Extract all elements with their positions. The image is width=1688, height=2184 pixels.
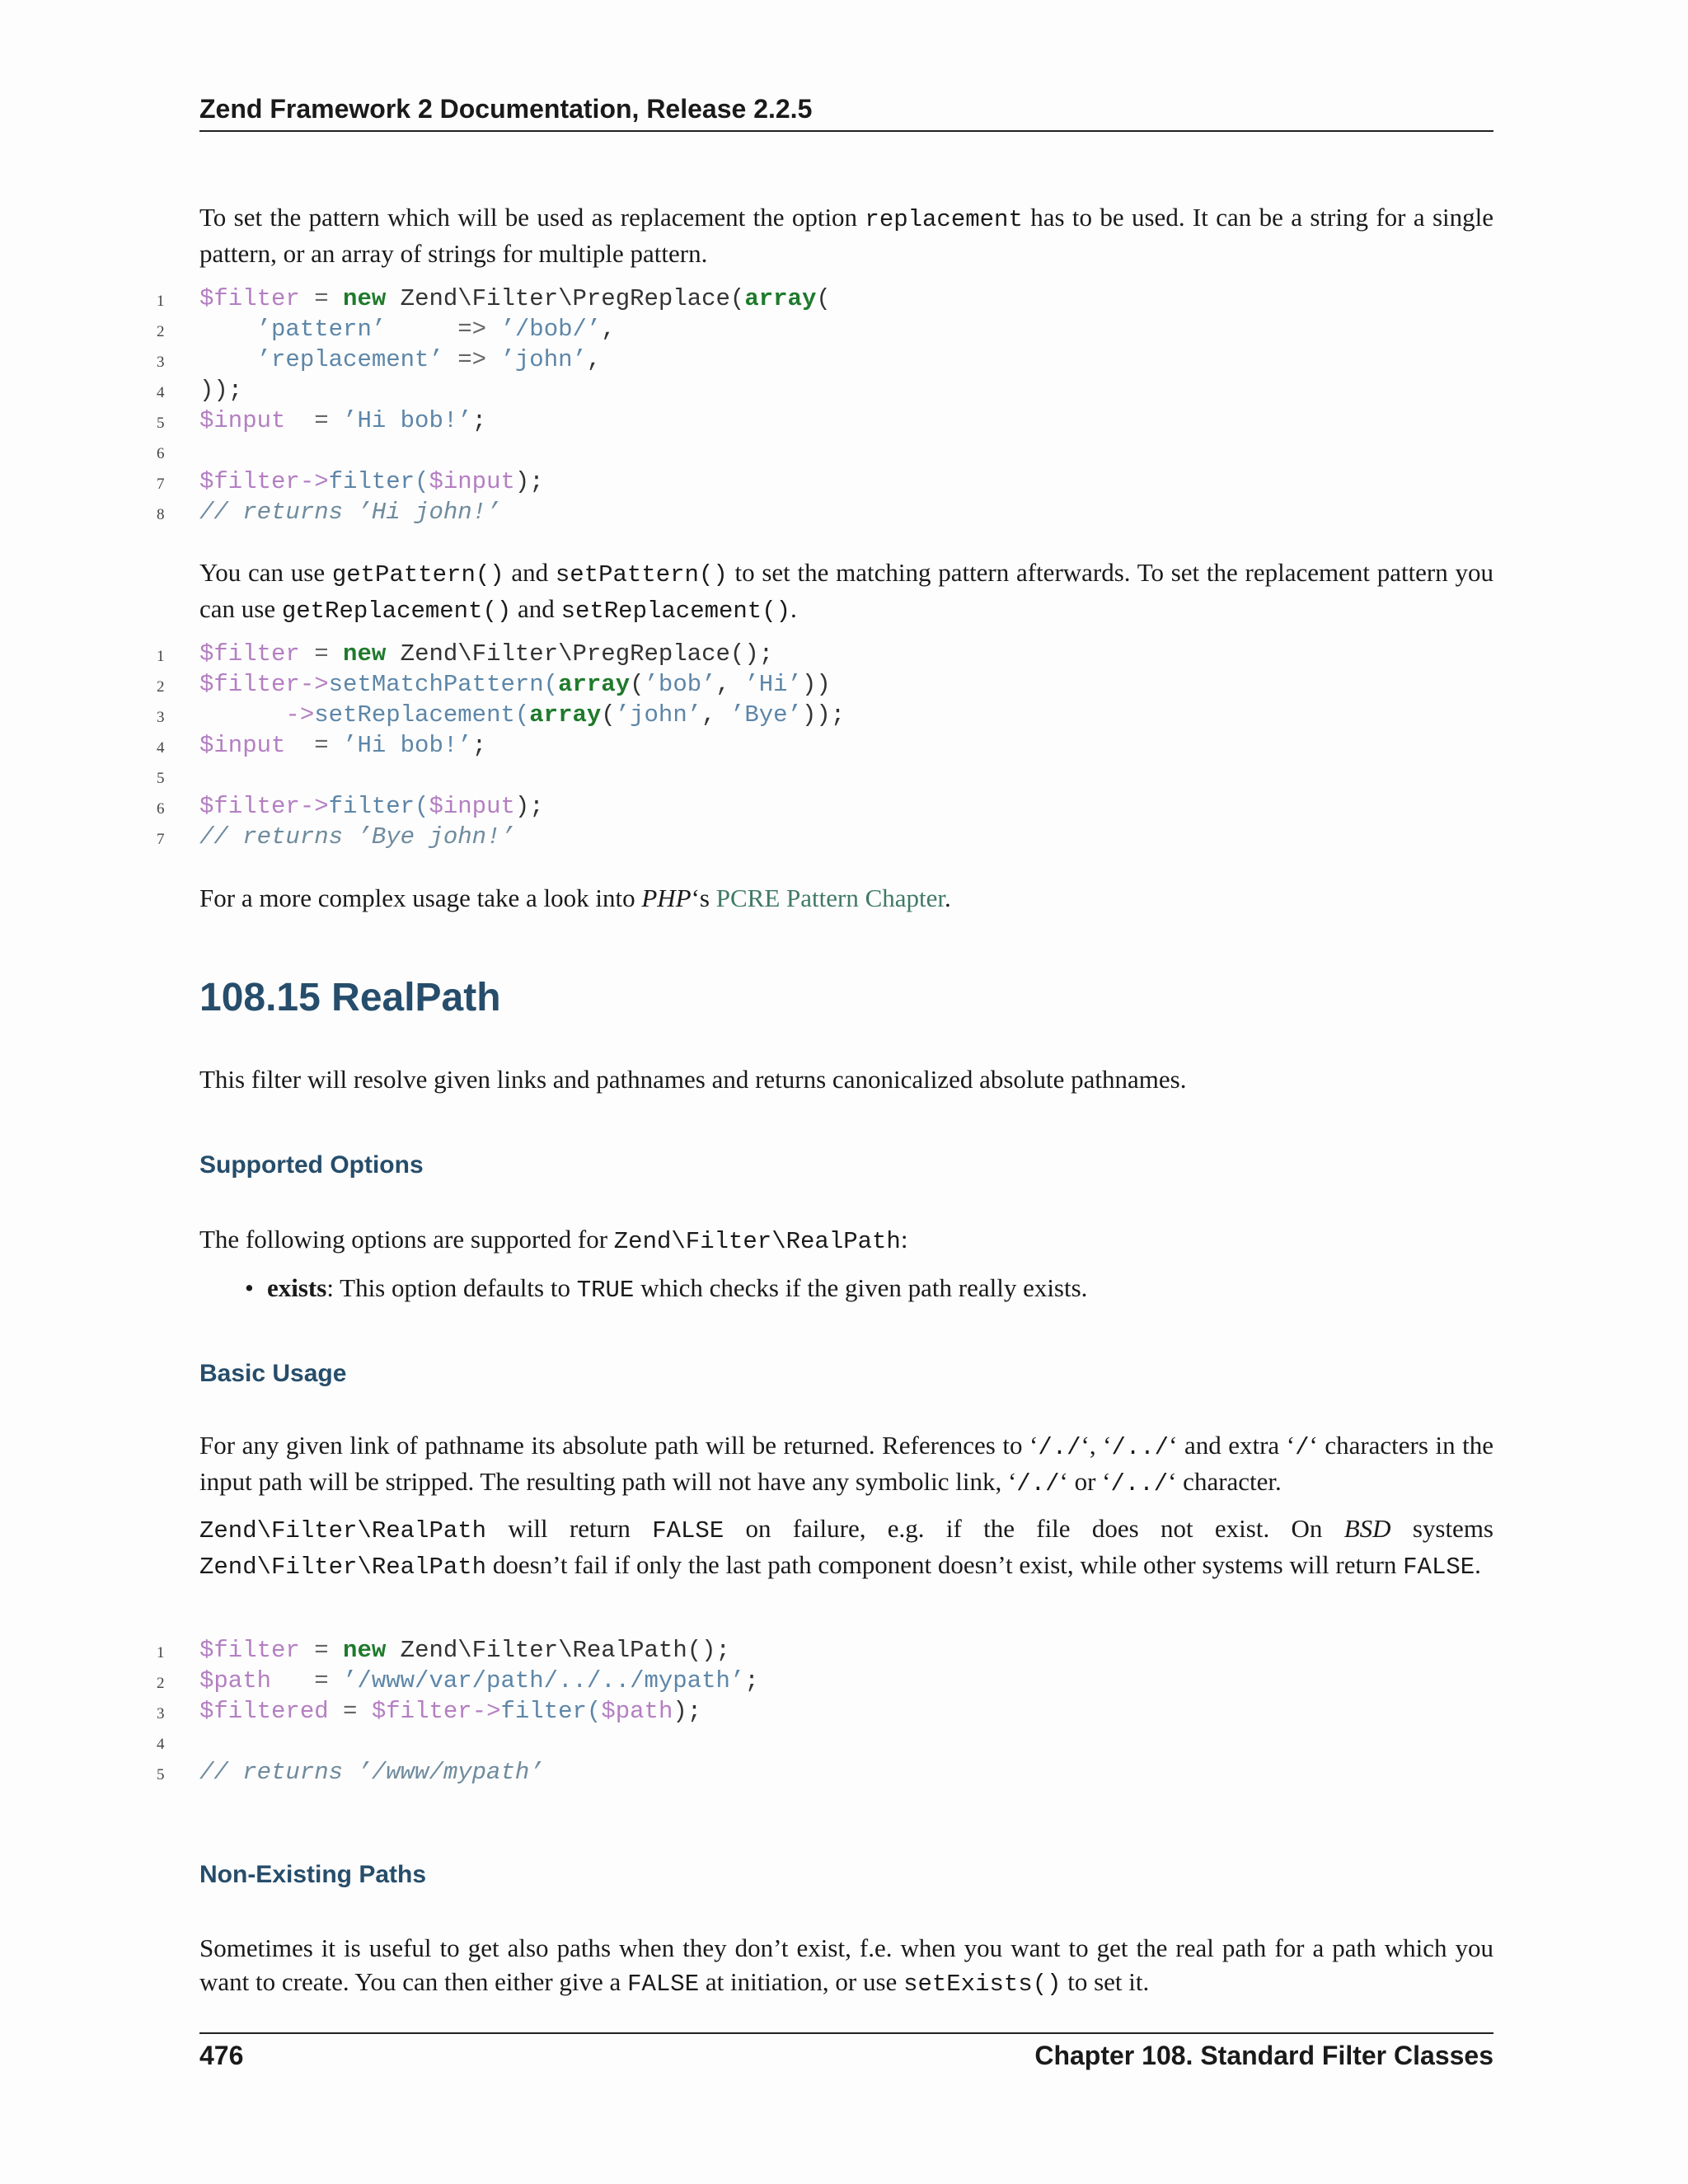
inline-code: FALSE [1403,1554,1475,1581]
line-number: 7 [157,831,165,848]
inline-code: FALSE [627,1971,700,1998]
token: , [601,316,616,343]
text: doesn’t fail if only the last path component doesn’t exist, while other systems will return [486,1550,1404,1579]
options-list [199,1271,1493,1307]
line-number: 4 [157,1736,165,1753]
emphasis: PHP [641,883,692,912]
token: = [271,1667,344,1694]
inline-code: TRUE [576,1277,635,1304]
code-line [0,700,1648,730]
text: ‘s [691,883,716,912]
token: ; [471,407,487,434]
inline-code: /./ [1016,1470,1060,1497]
intro-paragraph [199,200,1493,270]
token: // returns ’/www/mypath’ [199,1759,544,1786]
page-number: 476 [199,2041,244,2070]
token: new [343,285,387,312]
text: on failure, e.g. if the file does not exist. On [724,1514,1344,1543]
token: array [529,701,602,729]
token: => [443,346,501,373]
basic-usage-paragraph [199,1428,1493,1501]
pattern-accessors-paragraph [199,555,1493,628]
line-number: 3 [157,354,165,371]
token: ( [601,701,616,729]
token: ’Hi’ [744,671,802,698]
token: , [715,671,745,698]
inline-code: getPattern() [331,561,504,588]
line-number: 1 [157,1644,165,1661]
token: filter( [500,1698,602,1725]
token: $filter [199,468,300,495]
token: )); [801,701,846,729]
token: $input [199,407,286,434]
line-number: 4 [157,384,165,401]
text: . [790,594,797,623]
failure-behavior-paragraph [199,1511,1493,1584]
code-line [0,761,1648,791]
text: For a more complex usage take a look into [199,883,642,912]
text: . [945,883,951,912]
text: ‘, ‘ [1081,1431,1112,1460]
page-header [199,94,1493,132]
token [199,316,257,343]
text: ‘ and extra ‘ [1169,1431,1296,1460]
inline-code: replacement [865,206,1023,233]
code-line [0,1757,1648,1788]
token: -> [471,1698,501,1725]
token: => [386,316,501,343]
text: The following options are supported for [199,1225,614,1254]
token: ); [514,793,544,820]
token: ); [673,1698,702,1725]
inline-code: Zend\Filter\RealPath [613,1228,901,1255]
token: = [328,1698,372,1725]
token: ’/www/var/path/../../mypath’ [343,1667,745,1694]
code-line [0,822,1648,852]
text: . [1475,1550,1481,1579]
token: )); [199,377,243,404]
text: at initiation, or use [699,1967,904,1996]
token: $filter [199,285,300,312]
token: $path [199,1667,272,1694]
document-page [157,0,1493,2184]
token: ( [816,285,831,312]
code-line [0,436,1648,466]
token: ’john’ [500,346,587,373]
inline-code: setPattern() [555,561,728,588]
code-line [0,669,1648,700]
line-number: 6 [157,800,165,818]
token: -> [299,468,329,495]
token: setMatchPattern( [328,671,559,698]
inline-code: /../ [1111,1434,1170,1461]
code-line [0,1696,1648,1727]
emphasis: BSD [1343,1514,1391,1543]
text: will return [486,1514,653,1543]
line-number: 5 [157,770,165,787]
line-number: 2 [157,678,165,696]
line-number: 8 [157,506,165,523]
text: to set it. [1061,1967,1150,1996]
token: $filter [199,793,300,820]
code-line [0,497,1648,527]
token: ; [471,732,487,759]
non-existing-paths-heading: Non-Existing Paths [199,1861,427,1888]
option-name: exists [267,1273,327,1302]
code-block-setmatchpattern [0,639,1648,852]
code-line [0,375,1648,405]
text: and [504,558,556,587]
header-title: Zend Framework 2 Documentation, Release 2.2.5 [199,94,813,124]
line-number: 1 [157,648,165,665]
text: and [511,594,561,623]
code-line [0,314,1648,344]
text: You can use [199,558,332,587]
token: -> [299,671,329,698]
token: ’bob’ [644,671,716,698]
token: , [586,346,602,373]
text: To set the pattern which will be used as replacement the option [199,203,865,232]
token: Zend\Filter\PregReplace(); [386,640,774,668]
token: ’/bob/’ [500,316,602,343]
token [199,701,285,729]
token: $input [199,732,286,759]
code-line [0,405,1648,436]
token: setReplacement( [314,701,530,729]
supported-options-paragraph [199,1222,1493,1258]
code-line [0,730,1648,761]
token: ’Hi bob!’ [343,407,472,434]
token: // returns ’Hi john!’ [199,499,501,526]
text: has to be used. It can be a string for a single pattern, or an array of strings for multiple pattern. [199,203,1493,268]
code-block-pregreplace [0,284,1648,527]
code-line [0,1635,1648,1666]
text: : This option defaults to [326,1273,577,1302]
pcre-pattern-link[interactable]: PCRE Pattern Chapter [715,883,945,912]
token: = [299,640,344,668]
token: ); [514,468,544,495]
code-line [0,639,1648,669]
token: // returns ’Bye john!’ [199,823,515,851]
inline-code: / [1295,1434,1310,1461]
text: to set the matching pattern afterwards. To set the replacement pattern you can use [199,558,1493,623]
token: ’john’ [615,701,702,729]
supported-options-heading: Supported Options [199,1151,424,1179]
code-line [0,344,1648,375]
text: ‘ characters in the input path will be stripped. The resulting path will not have any symbolic link, ‘ [199,1431,1493,1496]
chapter-title: Chapter 108. Standard Filter Classes [1034,2041,1493,2070]
code-line [0,791,1648,822]
text: For any given link of pathname its absolute path will be returned. References to ‘ [199,1431,1039,1460]
inline-code: setReplacement() [560,598,791,625]
token: Zend\Filter\PregReplace( [386,285,745,312]
inline-code: /../ [1110,1470,1169,1497]
code-line [0,284,1648,314]
code-line [0,1727,1648,1757]
token: ’Bye’ [729,701,802,729]
token: $path [601,1698,673,1725]
line-number: 5 [157,415,165,432]
code-line [0,466,1648,497]
line-number: 1 [157,293,165,310]
token: $filter [199,640,300,668]
text: ‘ character. [1168,1467,1282,1496]
inline-code: setExists() [903,1971,1062,1998]
token: filter( [328,793,429,820]
token: $filter [199,1637,300,1664]
token: Zend\Filter\RealPath(); [386,1637,730,1664]
token: $input [429,468,515,495]
code-block-realpath [0,1635,1648,1788]
section-description: This filter will resolve given links and pathnames and returns canonicalized absolute pathnames. [199,1065,1187,1094]
text: systems [1390,1514,1493,1543]
token: -> [299,793,329,820]
pcre-reference-paragraph [199,881,1493,915]
section-title: 108.15 RealPath [199,976,501,1019]
inline-code: Zend\Filter\RealPath [199,1554,487,1581]
basic-usage-heading: Basic Usage [199,1360,347,1387]
list-item [199,1271,1493,1307]
token: )) [801,671,831,698]
text: which checks if the given path really exists. [634,1273,1088,1302]
inline-code: FALSE [652,1517,724,1544]
text: ‘ or ‘ [1059,1467,1111,1496]
token: , [701,701,730,729]
token: filter( [328,468,429,495]
line-number: 3 [157,1705,165,1722]
inline-code: /./ [1038,1434,1081,1461]
token: $filter [371,1698,472,1725]
line-number: 2 [157,323,165,340]
line-number: 7 [157,476,165,493]
token: $filtered [199,1698,329,1725]
line-number: 5 [157,1766,165,1783]
line-number: 2 [157,1675,165,1692]
token: ( [630,671,645,698]
line-number: 3 [157,709,165,726]
token: = [285,732,344,759]
token: ; [744,1667,759,1694]
token: new [343,640,387,668]
token: array [744,285,817,312]
token: array [558,671,631,698]
token: ’Hi bob!’ [343,732,472,759]
token: = [299,285,344,312]
token [199,346,257,373]
token: ’replacement’ [256,346,443,373]
inline-code: getReplacement() [281,598,512,625]
text: : [900,1225,908,1254]
text: Sometimes it is useful to get also paths when they don’t exist, f.e. when you want to get the real path for a path which you want to create. You can then either give a [199,1933,1493,1996]
token: -> [285,701,315,729]
code-line [0,1666,1648,1696]
token: $input [429,793,515,820]
line-number: 4 [157,739,165,757]
token: = [299,1637,344,1664]
token: $filter [199,671,300,698]
token: ’pattern’ [256,316,387,343]
page-footer [199,2032,1493,2072]
token: = [285,407,344,434]
non-existing-paths-paragraph [199,1931,1493,2001]
line-number: 6 [157,445,165,462]
inline-code: Zend\Filter\RealPath [199,1517,487,1544]
token: new [343,1637,387,1664]
